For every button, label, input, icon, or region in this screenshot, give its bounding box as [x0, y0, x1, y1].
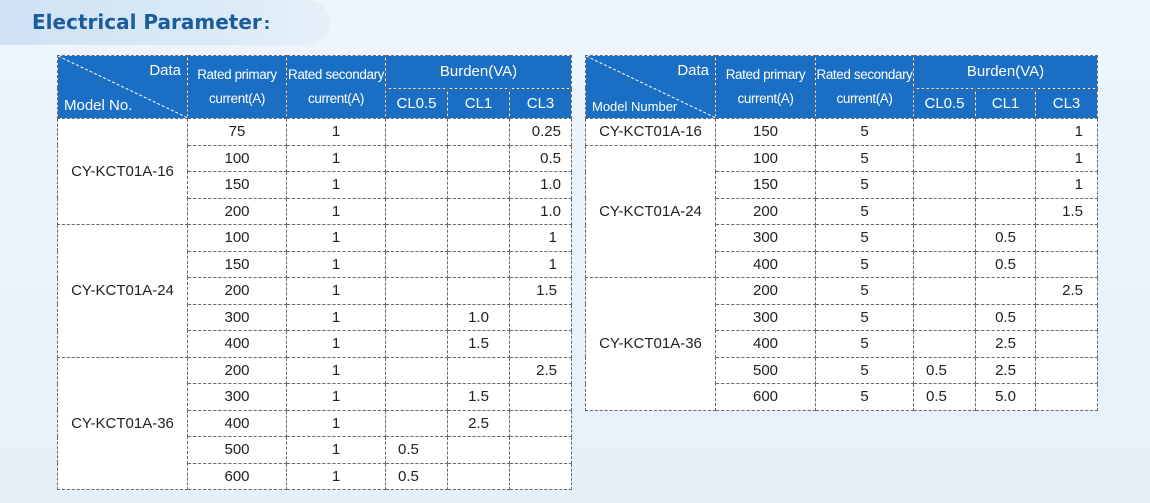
header-class-cl1: CL1	[976, 88, 1036, 118]
secondary-current-cell: 5	[816, 304, 914, 331]
parameter-table-5a	[585, 55, 1098, 411]
table-row	[586, 119, 1098, 146]
table-row	[586, 278, 1098, 305]
secondary-current-cell: 5	[816, 278, 914, 305]
model-cell: CY-KCT01A-36	[58, 357, 188, 490]
model-cell: CY-KCT01A-16	[58, 119, 188, 225]
secondary-current-cell: 1	[287, 225, 386, 252]
header-data-label: Data	[677, 62, 709, 79]
burden-cl05-cell	[386, 225, 448, 252]
burden-cl05-cell: 0.5	[386, 463, 448, 490]
secondary-current-cell: 1	[287, 331, 386, 358]
burden-cl05-cell	[386, 384, 448, 411]
primary-current-cell: 500	[188, 437, 287, 464]
header-rated-secondary-line1: Rated secondary	[816, 67, 913, 82]
burden-cl3-cell: 1	[510, 251, 572, 278]
header-rated-secondary-line1: Rated secondary	[287, 67, 385, 82]
burden-cl05-cell	[386, 119, 448, 146]
model-cell: CY-KCT01A-16	[586, 119, 716, 146]
table-body	[586, 119, 1098, 411]
header-rated-secondary-line2: current(A)	[307, 91, 364, 106]
burden-cl05-cell	[386, 278, 448, 305]
burden-cl05-cell	[914, 172, 976, 199]
header-model-label: Model Number	[592, 99, 678, 114]
burden-cl1-cell	[448, 198, 510, 225]
primary-current-cell: 150	[716, 119, 816, 146]
burden-cl3-cell: 1.0	[510, 198, 572, 225]
table-row	[586, 145, 1098, 172]
primary-current-cell: 200	[716, 278, 816, 305]
header-burden: Burden(VA)	[914, 56, 1098, 89]
burden-cl1-cell	[448, 437, 510, 464]
burden-cl3-cell: 1.0	[510, 172, 572, 199]
burden-cl1-cell: 0.5	[976, 251, 1036, 278]
model-cell: CY-KCT01A-24	[58, 225, 188, 358]
model-cell: CY-KCT01A-36	[586, 278, 716, 411]
header-rated-secondary	[816, 56, 914, 119]
header-model-label: Model No.	[64, 97, 133, 114]
burden-cl1-cell	[448, 357, 510, 384]
page-title-colon: :	[263, 14, 271, 33]
burden-cl05-cell	[386, 304, 448, 331]
header-rated-primary-line1: Rated primary	[725, 67, 806, 82]
model-cell: CY-KCT01A-24	[586, 145, 716, 278]
primary-current-cell: 400	[188, 331, 287, 358]
burden-cl3-cell	[1036, 357, 1098, 384]
secondary-current-cell: 1	[287, 198, 386, 225]
secondary-current-cell: 1	[287, 172, 386, 199]
secondary-current-cell: 1	[287, 119, 386, 146]
secondary-current-cell: 5	[816, 145, 914, 172]
burden-cl05-cell: 0.5	[386, 437, 448, 464]
parameter-table-1a	[57, 55, 572, 490]
header-class-cl3: CL3	[1036, 88, 1098, 118]
burden-cl1-cell	[448, 225, 510, 252]
burden-cl3-cell: 1.5	[510, 278, 572, 305]
table-row	[58, 357, 572, 384]
burden-cl3-cell	[510, 410, 572, 437]
burden-cl05-cell	[386, 145, 448, 172]
header-rated-primary-line1: Rated primary	[197, 67, 277, 82]
burden-cl1-cell	[976, 198, 1036, 225]
secondary-current-cell: 5	[816, 331, 914, 358]
burden-cl05-cell	[386, 357, 448, 384]
header-class-cl3: CL3	[510, 88, 572, 118]
header-rated-secondary	[287, 56, 386, 119]
secondary-current-cell: 1	[287, 278, 386, 305]
burden-cl05-cell	[914, 145, 976, 172]
secondary-current-cell: 5	[816, 357, 914, 384]
burden-cl1-cell: 2.5	[976, 357, 1036, 384]
secondary-current-cell: 1	[287, 357, 386, 384]
primary-current-cell: 600	[188, 463, 287, 490]
header-data-label: Data	[149, 62, 181, 79]
table-row	[58, 225, 572, 252]
diagonal-header-cell	[586, 56, 716, 119]
burden-cl05-cell	[914, 304, 976, 331]
primary-current-cell: 300	[716, 225, 816, 252]
primary-current-cell: 200	[188, 278, 287, 305]
burden-cl1-cell	[448, 463, 510, 490]
primary-current-cell: 400	[716, 331, 816, 358]
primary-current-cell: 100	[188, 225, 287, 252]
burden-cl3-cell	[510, 463, 572, 490]
burden-cl05-cell	[914, 251, 976, 278]
secondary-current-cell: 1	[287, 410, 386, 437]
burden-cl3-cell: 1	[510, 225, 572, 252]
page-title-text: Electrical Parameter	[32, 10, 262, 34]
burden-cl1-cell	[976, 172, 1036, 199]
table-row	[58, 119, 572, 146]
burden-cl1-cell: 1.0	[448, 304, 510, 331]
header-class-cl1: CL1	[448, 88, 510, 118]
burden-cl1-cell	[448, 278, 510, 305]
secondary-current-cell: 1	[287, 251, 386, 278]
secondary-current-cell: 5	[816, 225, 914, 252]
burden-cl1-cell: 1.5	[448, 331, 510, 358]
secondary-current-cell: 1	[287, 384, 386, 411]
burden-cl3-cell: 0.25	[510, 119, 572, 146]
burden-cl3-cell	[1036, 384, 1098, 411]
burden-cl05-cell	[914, 331, 976, 358]
secondary-current-cell: 1	[287, 437, 386, 464]
header-class-cl05: CL0.5	[386, 88, 448, 118]
secondary-current-cell: 5	[816, 384, 914, 411]
primary-current-cell: 150	[716, 172, 816, 199]
burden-cl3-cell	[510, 437, 572, 464]
primary-current-cell: 150	[188, 251, 287, 278]
burden-cl3-cell: 1	[1036, 172, 1098, 199]
burden-cl3-cell	[1036, 225, 1098, 252]
diagonal-header-cell	[58, 56, 188, 119]
burden-cl3-cell: 1.5	[1036, 198, 1098, 225]
header-rated-primary-line2: current(A)	[737, 91, 794, 106]
primary-current-cell: 150	[188, 172, 287, 199]
burden-cl1-cell: 0.5	[976, 304, 1036, 331]
header-rated-primary	[716, 56, 816, 119]
burden-cl1-cell	[448, 172, 510, 199]
secondary-current-cell: 5	[816, 172, 914, 199]
burden-cl1-cell	[976, 278, 1036, 305]
primary-current-cell: 300	[716, 304, 816, 331]
secondary-current-cell: 5	[816, 119, 914, 146]
secondary-current-cell: 1	[287, 304, 386, 331]
burden-cl1-cell	[448, 119, 510, 146]
burden-cl1-cell	[448, 251, 510, 278]
burden-cl05-cell	[386, 198, 448, 225]
primary-current-cell: 300	[188, 384, 287, 411]
burden-cl05-cell	[914, 278, 976, 305]
burden-cl1-cell: 5.0	[976, 384, 1036, 411]
secondary-current-cell: 1	[287, 145, 386, 172]
burden-cl1-cell	[976, 145, 1036, 172]
burden-cl05-cell: 0.5	[914, 357, 976, 384]
burden-cl3-cell: 0.5	[510, 145, 572, 172]
page-title	[32, 10, 270, 34]
burden-cl1-cell: 1.5	[448, 384, 510, 411]
burden-cl1-cell: 2.5	[448, 410, 510, 437]
header-class-cl05: CL0.5	[914, 88, 976, 118]
burden-cl05-cell	[914, 119, 976, 146]
primary-current-cell: 200	[188, 357, 287, 384]
primary-current-cell: 75	[188, 119, 287, 146]
burden-cl05-cell: 0.5	[914, 384, 976, 411]
burden-cl05-cell	[914, 225, 976, 252]
primary-current-cell: 400	[188, 410, 287, 437]
burden-cl3-cell: 2.5	[1036, 278, 1098, 305]
secondary-current-cell: 1	[287, 463, 386, 490]
header-burden: Burden(VA)	[386, 56, 572, 89]
header-rated-primary-line2: current(A)	[208, 91, 265, 106]
primary-current-cell: 500	[716, 357, 816, 384]
primary-current-cell: 100	[188, 145, 287, 172]
burden-cl05-cell	[386, 172, 448, 199]
header-rated-secondary-line2: current(A)	[836, 91, 893, 106]
burden-cl05-cell	[386, 410, 448, 437]
secondary-current-cell: 5	[816, 251, 914, 278]
burden-cl3-cell	[1036, 331, 1098, 358]
header-rated-primary	[188, 56, 287, 119]
secondary-current-cell: 5	[816, 198, 914, 225]
table-body	[58, 119, 572, 490]
burden-cl3-cell: 1	[1036, 145, 1098, 172]
burden-cl1-cell	[976, 119, 1036, 146]
primary-current-cell: 400	[716, 251, 816, 278]
primary-current-cell: 300	[188, 304, 287, 331]
primary-current-cell: 200	[716, 198, 816, 225]
burden-cl1-cell	[448, 145, 510, 172]
burden-cl3-cell	[1036, 304, 1098, 331]
burden-cl3-cell	[510, 304, 572, 331]
burden-cl3-cell	[1036, 251, 1098, 278]
primary-current-cell: 100	[716, 145, 816, 172]
burden-cl1-cell: 0.5	[976, 225, 1036, 252]
burden-cl05-cell	[914, 198, 976, 225]
burden-cl3-cell: 2.5	[510, 357, 572, 384]
burden-cl05-cell	[386, 331, 448, 358]
burden-cl3-cell	[510, 331, 572, 358]
burden-cl3-cell	[510, 384, 572, 411]
primary-current-cell: 200	[188, 198, 287, 225]
burden-cl05-cell	[386, 251, 448, 278]
burden-cl1-cell: 2.5	[976, 331, 1036, 358]
burden-cl3-cell: 1	[1036, 119, 1098, 146]
primary-current-cell: 600	[716, 384, 816, 411]
